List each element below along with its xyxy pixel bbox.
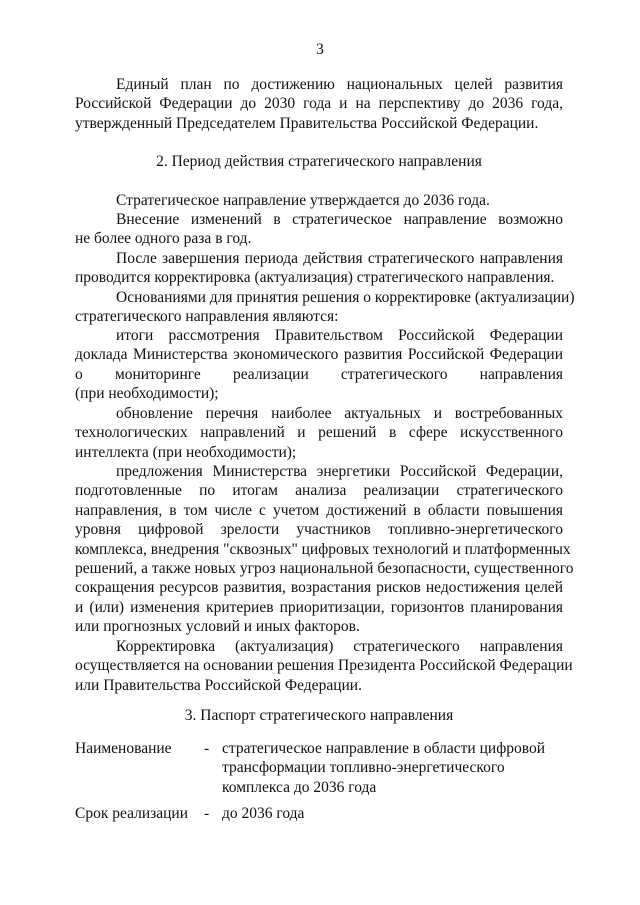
text-line: Российской Федерации до 2030 года и на перспективу до 2036 года,: [75, 95, 563, 113]
text-line: интеллекта (при необходимости);: [75, 443, 297, 461]
intro-paragraph: [75, 75, 563, 133]
text-line: итоги рассмотрения Правительством Российской Федерации: [116, 327, 563, 344]
paragraph-changes: [75, 210, 563, 249]
text-line: Основаниями для принятия решения о корректировке (актуализации): [116, 289, 575, 306]
text-line: стратегическое направление в области цифровой: [222, 740, 545, 757]
text-line: Корректировка (актуализация) стратегического направления: [116, 638, 563, 655]
paragraph-ministry-proposals: [75, 462, 574, 637]
text-line: Внесение изменений в стратегическое направление возможно: [116, 211, 563, 228]
text-line: стратегического направления являются:: [75, 308, 339, 326]
text-line: обновление перечня наиболее актуальных и востребованных: [116, 405, 563, 422]
passport-value: [222, 739, 545, 797]
paragraph-update-list: [75, 404, 563, 462]
text-line: или Правительства Российской Федерации.: [75, 676, 362, 694]
text-line: о мониторинге реализации стратегического направления: [75, 365, 563, 383]
text-line: уровня цифровой зрелости участников топливно-энергетического: [75, 521, 563, 539]
text-line: комплекса до 2036 года: [222, 778, 377, 796]
text-line: доклада Министерства экономического развития Российской Федерации: [75, 346, 563, 364]
paragraph-validity: [75, 191, 563, 210]
text-line: Стратегическое направление утверждается до 2036 года.: [116, 192, 490, 209]
text-line: утвержденный Председателем Правительства Российской Федерации.: [75, 114, 539, 132]
paragraph-grounds: [75, 288, 575, 327]
text-line: Единый план по достижению национальных целей развития: [116, 76, 563, 93]
text-line: и (или) изменения критериев приоритизации, горизонтов планирования: [75, 598, 563, 616]
text-line: не более одного раза в год.: [75, 230, 252, 248]
page-number: 3: [316, 41, 324, 58]
text-line: (при необходимости);: [75, 385, 219, 403]
text-line: осуществляется на основании решения Президента Российской Федерации: [75, 657, 573, 675]
section-3-heading: 3. Паспорт стратегического направления: [184, 707, 454, 724]
passport-label: Срок реализации: [75, 805, 188, 822]
text-line: решений, а также новых угроз национальной безопасности, существенного: [75, 560, 574, 578]
text-line: или прогнозных условий и иных факторов.: [75, 618, 360, 636]
text-line: направления, в том числе с учетом достижений в области повышения: [75, 501, 563, 519]
paragraph-after-period: [75, 249, 563, 288]
text-line: После завершения периода действия стратегического направления: [116, 250, 563, 267]
text-line: до 2036 года: [222, 805, 305, 822]
text-line: проводится корректировка (актуализация) стратегического направления.: [75, 269, 555, 287]
text-line: предложения Министерства энергетики Российской Федерации,: [116, 463, 563, 480]
text-line: сокращения ресурсов развития, возрастания рисков недостижения целей: [75, 579, 563, 597]
text-line: трансформации топливно-энергетического: [222, 759, 505, 777]
text-line: подготовленные по итогам анализа реализации стратегического: [75, 482, 563, 500]
passport-value: [222, 804, 542, 823]
passport-dash: -: [204, 805, 210, 822]
text-line: комплекса, внедрения "сквозных" цифровых технологий и платформенных: [75, 540, 571, 558]
text-line: технологических направлений и решений в сфере искусственного: [75, 424, 563, 442]
passport-label: Наименование: [75, 740, 172, 757]
section-2-heading: 2. Период действия стратегического направления: [156, 153, 482, 170]
passport-dash: -: [204, 740, 210, 757]
paragraph-review-results: [75, 326, 563, 404]
paragraph-adjustment-basis: [75, 637, 573, 695]
